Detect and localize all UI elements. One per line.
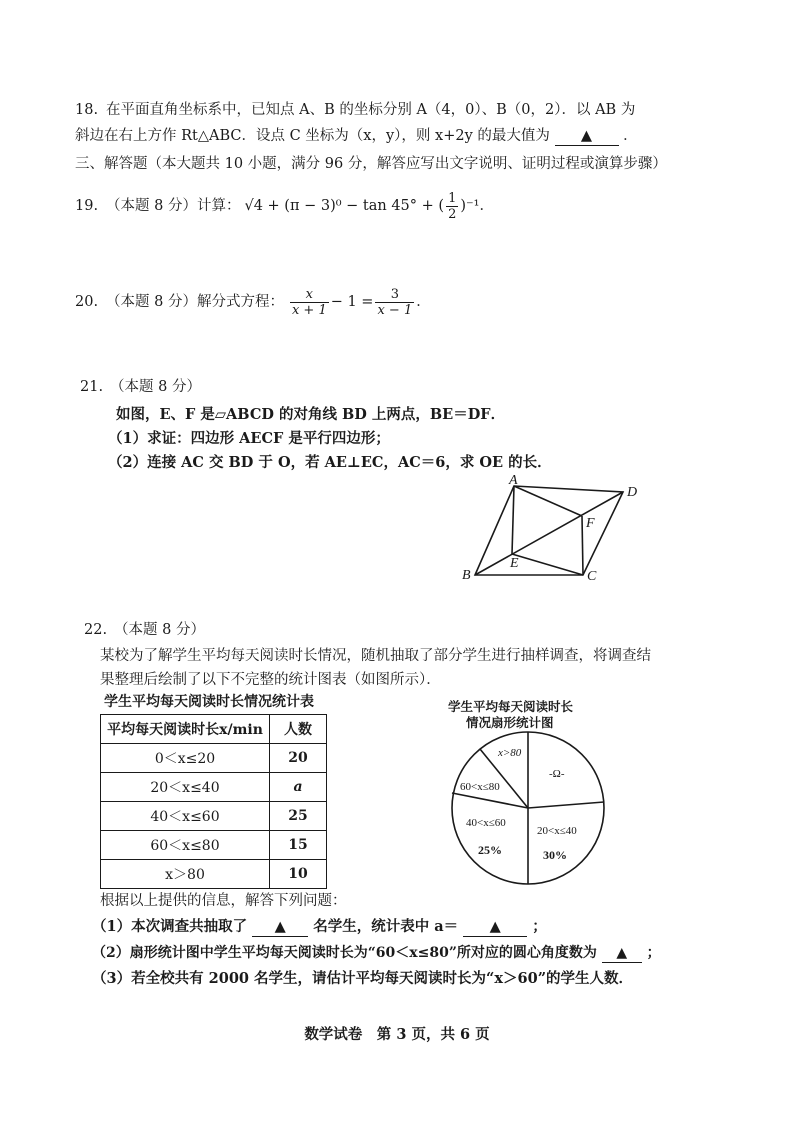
pie-label-0-20: -Ω- xyxy=(549,768,565,780)
q20-f2-num: 3 xyxy=(375,287,414,303)
pie-slice-edge xyxy=(528,802,604,808)
pie-value-40-60: 25% xyxy=(478,843,502,857)
label-b: B xyxy=(462,568,471,583)
table-cell-range: 60＜x≤80 xyxy=(101,831,270,860)
table-row xyxy=(101,860,327,889)
table-row xyxy=(101,831,327,860)
q22-p1-blank-total[interactable]: ▲ xyxy=(252,918,308,937)
label-f: F xyxy=(586,516,595,531)
q20-f1-den: x + 1 xyxy=(291,302,327,318)
reading-time-pie-chart xyxy=(448,728,608,888)
table-header-row xyxy=(101,715,327,744)
q20-number: 20. xyxy=(75,294,99,310)
q21-number: 21. xyxy=(80,379,104,395)
q18-number: 18. xyxy=(75,102,99,118)
pie-label-20-40: 20<x≤40 xyxy=(537,825,577,837)
segment-ec xyxy=(512,554,583,575)
segment-af xyxy=(514,486,582,516)
pie-value-20-40: 30% xyxy=(543,848,567,862)
q22-intro-line1: 某校为了解学生平均每天阅读时长情况，随机抽取了部分学生进行抽样调查，将调查结 xyxy=(100,648,651,664)
reading-time-table xyxy=(100,714,327,889)
pie-label-60-80: 60<x≤80 xyxy=(460,781,500,793)
q20-mid: − 1 = xyxy=(330,294,374,310)
q19-tag: （本题 8 分）计算： xyxy=(106,198,241,214)
q18-line2-end: ． xyxy=(623,128,638,144)
q22-p1-text-a: （1）本次调查共抽取了 xyxy=(92,918,248,935)
q21-tag: （本题 8 分） xyxy=(110,379,201,395)
label-a: A xyxy=(509,474,518,488)
q22-number: 22. xyxy=(84,622,108,638)
q22-p1-text-c: ； xyxy=(532,918,547,935)
label-d: D xyxy=(627,485,638,500)
q22-p2-end: ； xyxy=(646,945,661,961)
q18-answer-blank[interactable]: ▲ xyxy=(555,127,619,146)
table-row xyxy=(101,773,327,802)
label-e: E xyxy=(510,556,519,571)
diagonal-bd xyxy=(475,492,623,575)
q22-p2-blank-angle[interactable]: ▲ xyxy=(602,944,642,963)
q21-part2: （2）连接 AC 交 BD 于 O，若 AE⊥EC，AC＝6，求 OE 的长． xyxy=(108,454,552,471)
label-c: C xyxy=(587,569,597,584)
q22-p2-text: （2）扇形统计图中学生平均每天阅读时长为“60＜x≤80”所对应的圆心角度数为 xyxy=(92,945,597,961)
q22-part2 xyxy=(92,944,661,963)
q18-line2 xyxy=(75,127,638,146)
pie-label-40-60: 40<x≤60 xyxy=(466,817,506,829)
q22-tag: （本题 8 分） xyxy=(114,622,205,638)
q22-after-text: 根据以上提供的信息，解答下列问题： xyxy=(100,893,347,909)
table-cell-count: 20 xyxy=(270,744,327,773)
segment-fc xyxy=(582,516,583,575)
table-cell-count: 15 xyxy=(270,831,327,860)
table-cell-count: a xyxy=(270,773,327,802)
q20-f2-den: x − 1 xyxy=(377,302,413,318)
q19-body xyxy=(106,188,494,224)
table-cell-range: x＞80 xyxy=(101,860,270,889)
table-title: 学生平均每天阅读时长情况统计表 xyxy=(104,694,314,710)
table-row xyxy=(101,744,327,773)
table-row xyxy=(101,802,327,831)
table-header-time: 平均每天阅读时长x/min xyxy=(101,715,270,744)
q18-line2-text: 斜边在右上方作 Rt△ABC．设点 C 坐标为（x，y），则 x+2y 的最大值为 xyxy=(75,128,550,144)
q20-f1-num: x xyxy=(290,287,329,303)
q21-parallelogram-figure xyxy=(455,474,655,586)
q20-body xyxy=(106,284,431,320)
q20-tag: （本题 8 分）解分式方程： xyxy=(106,294,284,310)
q19-expr-a: √4 + (π − 3)⁰ − tan 45° + ( xyxy=(244,198,445,214)
q19-frac-den: 2 xyxy=(448,206,457,222)
table-cell-range: 40＜x≤60 xyxy=(101,802,270,831)
q19-fraction xyxy=(446,191,458,222)
segment-ae xyxy=(512,486,514,554)
section-3-heading: 三、解答题（本大题共 10 小题，满分 96 分，解答应写出文字说明、证明过程或演算步骤） xyxy=(75,156,667,172)
pie-title-line1: 学生平均每天阅读时长 xyxy=(448,699,574,714)
pie-title-line2: 情况扇形统计图 xyxy=(466,715,554,730)
q19-number: 19. xyxy=(75,198,99,214)
q18-line1: 在平面直角坐标系中，已知点 A、B 的坐标分别 A（4，0）、B（0，2）．以 AB 为 xyxy=(106,102,636,118)
table-cell-count: 25 xyxy=(270,802,327,831)
q22-part1 xyxy=(92,918,547,937)
table-cell-count: 10 xyxy=(270,860,327,889)
q19-frac-num: 1 xyxy=(448,190,457,206)
page-footer: 数学试卷 第 3 页，共 6 页 xyxy=(304,1026,490,1043)
q20-end: ． xyxy=(416,294,431,310)
q22-p1-text-b: 名学生，统计表中 a＝ xyxy=(313,918,459,935)
q21-part1: （1）求证：四边形 AECF 是平行四边形； xyxy=(108,430,390,447)
q20-fraction-right xyxy=(375,287,414,318)
table-cell-range: 0＜x≤20 xyxy=(101,744,270,773)
pie-label-x-gt-80: x>80 xyxy=(498,747,522,759)
q22-intro-line2: 果整理后绘制了以下不完整的统计图表（如图所示）． xyxy=(100,672,441,688)
q20-fraction-left xyxy=(290,287,329,318)
q22-p1-blank-a[interactable]: ▲ xyxy=(463,918,527,937)
table-cell-range: 20＜x≤40 xyxy=(101,773,270,802)
q19-expr-b: )⁻¹． xyxy=(460,198,494,214)
table-header-count: 人数 xyxy=(270,715,327,744)
q21-statement: 如图，E、F 是▱ABCD 的对角线 BD 上两点，BE＝DF． xyxy=(116,406,506,423)
q22-part3: （3）若全校共有 2000 名学生，请估计平均每天阅读时长为“x＞60”的学生人数． xyxy=(92,970,634,987)
